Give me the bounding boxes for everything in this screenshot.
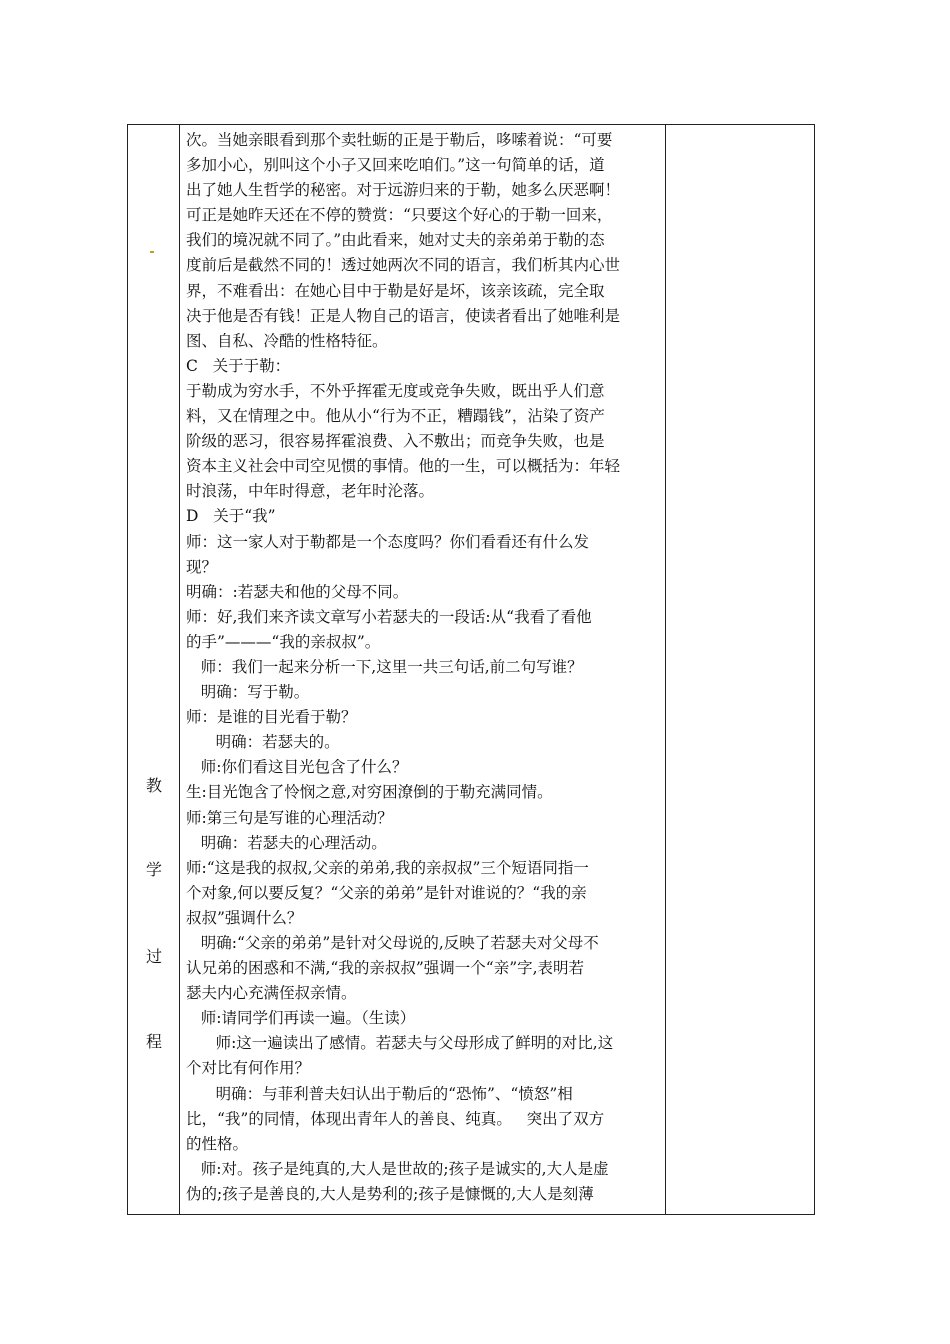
notes-column xyxy=(665,125,814,1214)
text-line: 师：我们一起来分析一下,这里一共三句话,前二句写谁？ xyxy=(186,657,583,676)
lesson-text xyxy=(186,128,664,1207)
text-line: 可正是她昨天还在不停的赞赏：“只要这个好心的于勒一回来， xyxy=(186,206,613,225)
text-line: 师:请同学们再读一遍。（生读） xyxy=(186,1009,416,1028)
text-line: 明确：若瑟夫的。 xyxy=(186,733,340,752)
text-line: 比，“我”的同情，体现出青年人的善良、纯真。 突出了双方 xyxy=(186,1109,605,1128)
stage-label-char: 程 xyxy=(145,1032,162,1051)
text-line: 时浪荡，中年时得意，老年时沦落。 xyxy=(186,482,435,501)
text-line: 师：是谁的目光看于勒？ xyxy=(186,708,357,727)
text-line: 师：好,我们来齐读文章写小若瑟夫的一段话:从“我看了看他 xyxy=(186,607,592,626)
text-line: D 关于“我” xyxy=(186,507,276,526)
lesson-content-column xyxy=(180,125,667,1214)
text-line: 的手”———“我的亲叔叔”。 xyxy=(186,632,381,651)
text-line: 师:你们看这目光包含了什么？ xyxy=(186,758,408,777)
stage-label-char: 过 xyxy=(145,947,162,966)
text-line: 叔叔”强调什么？ xyxy=(186,908,303,927)
text-line: 度前后是截然不同的！透过她两次不同的语言，我们析其内心世 xyxy=(186,256,621,275)
text-line: 明确：与菲利普夫妇认出于勒后的“恐怖”、“愤怒”相 xyxy=(186,1084,573,1103)
text-line: 师:“这是我的叔叔,父亲的弟弟,我的亲叔叔”三个短语同指一 xyxy=(186,858,589,877)
text-line: C 关于于勒： xyxy=(186,356,291,375)
text-line: 师:第三句是写谁的心理活动？ xyxy=(186,808,393,827)
text-line: 决于他是否有钱！正是人物自己的语言，使读者看出了她唯利是 xyxy=(186,306,621,325)
stage-label-column xyxy=(128,125,180,1214)
text-line: 阶级的恶习，很容易挥霍浪费、入不敷出；而竞争失败，也是 xyxy=(186,432,605,451)
text-line: 认兄弟的困惑和不满,“我的亲叔叔”强调一个“亲”字,表明若 xyxy=(186,959,585,978)
stage-label-char: 学 xyxy=(145,860,162,879)
lesson-table xyxy=(127,124,815,1215)
text-line: 界，不难看出：在她心目中于勒是好是坏，该亲该疏，完全取 xyxy=(186,281,605,300)
text-line: 出了她人生哲学的秘密。对于远游归来的于勒，她多么厌恶啊！ xyxy=(186,181,621,200)
text-line: 多加小心，别叫这个小子又回来吃咱们。”这一句简单的话，道 xyxy=(186,156,605,175)
text-line: 明确：写于勒。 xyxy=(186,683,310,702)
text-line: 图、自私、冷酷的性格特征。 xyxy=(186,331,388,350)
text-line: 生:目光饱含了怜悯之意,对穷困潦倒的于勒充满同情。 xyxy=(186,783,553,802)
text-line: 伪的;孩子是善良的,大人是势利的;孩子是慷慨的,大人是刻薄 xyxy=(186,1184,594,1203)
stage-label-char: 教 xyxy=(145,776,162,795)
text-line: 明确：:若瑟夫和他的父母不同。 xyxy=(186,582,409,601)
text-line: 料，又在情理之中。他从小“行为不正，糟蹋钱”，沾染了资产 xyxy=(186,407,605,426)
text-line: 的性格。 xyxy=(186,1134,249,1153)
text-line: 现？ xyxy=(186,557,218,576)
text-line: 明确:“父亲的弟弟”是针对父母说的,反映了若瑟夫对父母不 xyxy=(186,934,599,952)
text-line: 我们的境况就不同了。”由此看来，她对丈夫的亲弟弟于勒的态 xyxy=(186,231,605,250)
text-line: 明确：若瑟夫的心理活动。 xyxy=(186,833,387,852)
text-line: 个对象,何以要反复？“父亲的弟弟”是针对谁说的？“我的亲 xyxy=(186,883,587,902)
text-line: 师:这一遍读出了感情。若瑟夫与父母形成了鲜明的对比,这 xyxy=(186,1034,614,1053)
text-line: 师：这一家人对于勒都是一个态度吗？你们看看还有什么发 xyxy=(186,532,590,551)
ink-mark xyxy=(150,251,154,253)
text-line: 瑟夫内心充满侄叔亲情。 xyxy=(186,984,357,1003)
text-line: 个对比有何作用？ xyxy=(186,1059,311,1078)
text-line: 于勒成为穷水手，不外乎挥霍无度或竞争失败，既出乎人们意 xyxy=(186,381,605,400)
text-line: 师:对。孩子是纯真的,大人是世故的;孩子是诚实的,大人是虚 xyxy=(186,1159,609,1178)
text-line: 资本主义社会中司空见惯的事情。他的一生，可以概括为：年轻 xyxy=(186,457,621,476)
text-line: 次。当她亲眼看到那个卖牡蛎的正是于勒后，哆嗦着说：“可要 xyxy=(186,131,613,149)
